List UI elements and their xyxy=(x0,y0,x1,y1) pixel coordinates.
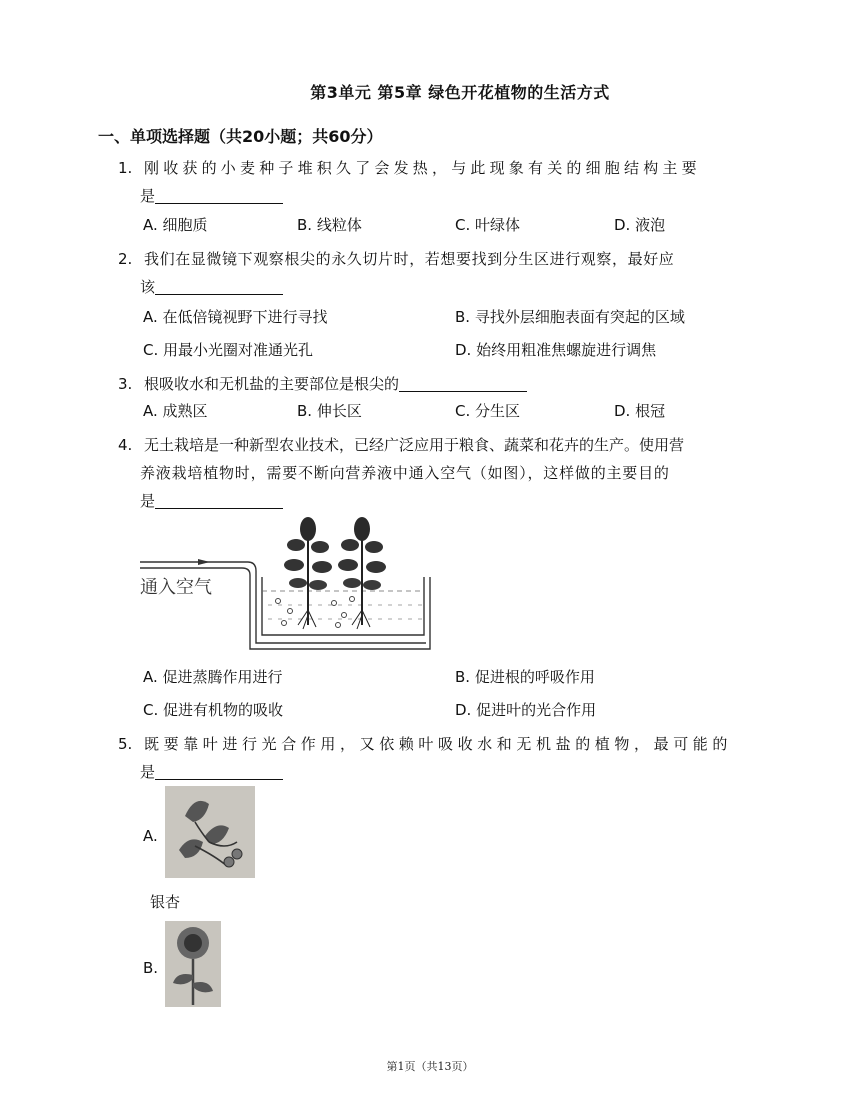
ginkgo-icon xyxy=(165,786,255,878)
question-text: 既要靠叶进行光合作用，又依赖叶吸收水和无机盐的植物，最可能的 xyxy=(144,735,733,753)
question-1 xyxy=(118,154,762,210)
option-a: A. xyxy=(143,827,158,845)
section-heading: 一、单项选择题（共20小题；共60分） xyxy=(98,127,383,146)
option-c: C. 用最小光圈对准通光孔 xyxy=(143,341,314,359)
option-d: D. 根冠 xyxy=(614,402,666,420)
answer-blank xyxy=(399,373,527,392)
page-footer: 第1页（共13页） xyxy=(386,1060,474,1073)
answer-blank xyxy=(155,185,283,204)
question-2 xyxy=(118,245,762,301)
question-5 xyxy=(118,730,762,786)
answer-blank xyxy=(155,276,283,295)
sunflower-image xyxy=(165,921,221,1007)
question-text: 根吸收水和无机盐的主要部位是根尖的 xyxy=(144,375,400,393)
question-text: 该 xyxy=(140,278,156,296)
option-b: B. 寻找外层细胞表面有突起的区域 xyxy=(455,308,685,326)
option-a: A. 促进蒸腾作用进行 xyxy=(143,668,283,686)
option-d: D. 促进叶的光合作用 xyxy=(455,701,597,719)
question-number: 3. xyxy=(118,375,133,393)
plant-icon xyxy=(338,517,386,629)
question-3 xyxy=(118,370,762,398)
question-number: 4. xyxy=(118,436,133,454)
option-b: B. xyxy=(143,959,159,977)
option-b: B. 促进根的呼吸作用 xyxy=(455,668,595,686)
question-text: 是 xyxy=(140,492,156,510)
page-title: 第3单元 第5章 绿色开花植物的生活方式 xyxy=(310,83,610,102)
option-c: C. 分生区 xyxy=(455,402,521,420)
option-b: B. 伸长区 xyxy=(297,402,362,420)
answer-blank xyxy=(155,490,283,509)
answer-blank xyxy=(155,761,283,780)
question-number: 5. xyxy=(118,735,133,753)
option-d: D. 液泡 xyxy=(614,216,666,234)
option-c: C. 叶绿体 xyxy=(455,216,521,234)
option-b: B. 线粒体 xyxy=(297,216,362,234)
hydroponics-figure xyxy=(138,515,438,655)
question-4 xyxy=(118,431,762,515)
option-a: A. 细胞质 xyxy=(143,216,208,234)
question-text: 是 xyxy=(140,187,156,205)
image-caption: 银杏 xyxy=(150,893,181,911)
plant-icon xyxy=(284,517,332,629)
question-text: 是 xyxy=(140,763,156,781)
option-a: A. 在低倍镜视野下进行寻找 xyxy=(143,308,328,326)
ginkgo-image xyxy=(165,786,255,878)
figure-label: 通入空气 xyxy=(140,577,212,598)
question-text: 养液栽培植物时，需要不断向营养液中通入空气（如图），这样做的主要目的 xyxy=(140,464,670,482)
question-number: 2. xyxy=(118,250,133,268)
question-text: 刚收获的小麦种子堆积久了会发热，与此现象有关的细胞结构主要 xyxy=(144,159,701,177)
option-a: A. 成熟区 xyxy=(143,402,208,420)
question-number: 1. xyxy=(118,159,133,177)
sunflower-icon xyxy=(165,921,221,1007)
option-c: C. 促进有机物的吸收 xyxy=(143,701,284,719)
question-text: 无土栽培是一种新型农业技术，已经广泛应用于粮食、蔬菜和花卉的生产。使用营 xyxy=(144,436,685,454)
question-text: 我们在显微镜下观察根尖的永久切片时，若想要找到分生区进行观察，最好应 xyxy=(144,250,675,268)
option-d: D. 始终用粗准焦螺旋进行调焦 xyxy=(455,341,657,359)
